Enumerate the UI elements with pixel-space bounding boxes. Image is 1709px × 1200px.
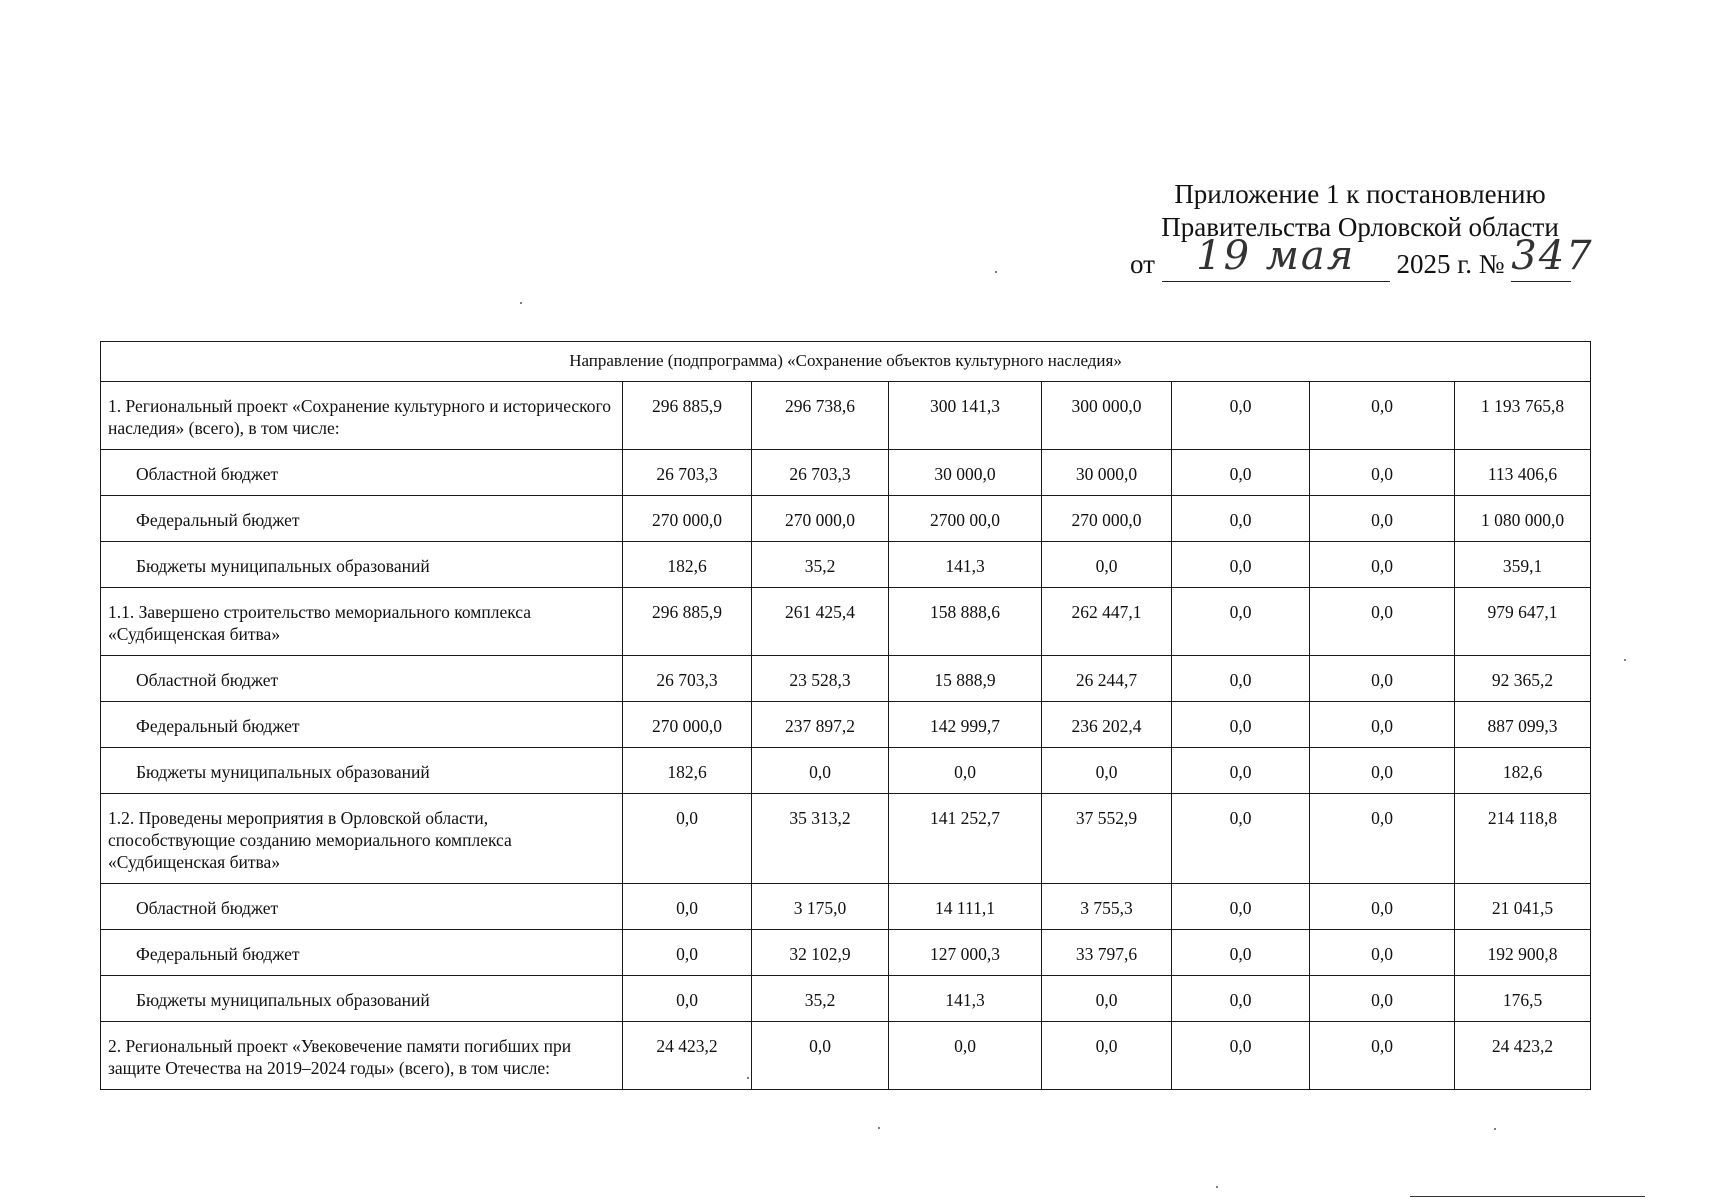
value-cell: 0,0	[1172, 450, 1310, 496]
value-cell: 30 000,0	[1042, 450, 1172, 496]
scan-speck	[1494, 1128, 1496, 1130]
value-cell: 0,0	[1310, 748, 1455, 794]
value-cell: 0,0	[1310, 884, 1455, 930]
project-row	[101, 382, 1591, 450]
row-label: Областной бюджет	[101, 656, 623, 702]
row-label: 1. Региональный проект «Сохранение культурного и исторического наследия» (всего), в том числе:	[101, 382, 623, 450]
value-cell: 0,0	[1042, 976, 1172, 1022]
value-cell: 0,0	[1172, 702, 1310, 748]
value-cell: 141,3	[889, 976, 1042, 1022]
value-cell: 0,0	[752, 748, 889, 794]
value-cell: 26 703,3	[623, 656, 752, 702]
value-cell: 887 099,3	[1455, 702, 1591, 748]
page-edge-line	[1410, 1196, 1645, 1197]
value-cell: 158 888,6	[889, 588, 1042, 656]
value-cell: 0,0	[1172, 1022, 1310, 1090]
value-cell: 15 888,9	[889, 656, 1042, 702]
value-cell: 0,0	[1310, 450, 1455, 496]
value-cell: 296 885,9	[623, 588, 752, 656]
value-cell: 0,0	[889, 1022, 1042, 1090]
value-cell: 0,0	[1172, 884, 1310, 930]
direction-row	[101, 342, 1591, 382]
budget-source-row	[101, 884, 1591, 930]
value-cell: 1 080 000,0	[1455, 496, 1591, 542]
budget-source-row	[101, 542, 1591, 588]
value-cell: 0,0	[1172, 588, 1310, 656]
project-row	[101, 1022, 1591, 1090]
value-cell: 270 000,0	[752, 496, 889, 542]
value-cell: 261 425,4	[752, 588, 889, 656]
value-cell: 0,0	[1042, 748, 1172, 794]
value-cell: 270 000,0	[623, 702, 752, 748]
value-cell: 0,0	[1172, 930, 1310, 976]
value-cell: 0,0	[1042, 542, 1172, 588]
value-cell: 37 552,9	[1042, 794, 1172, 884]
scan-speck	[878, 1127, 880, 1129]
value-cell: 0,0	[1172, 542, 1310, 588]
value-cell: 35,2	[752, 542, 889, 588]
value-cell: 127 000,3	[889, 930, 1042, 976]
value-cell: 182,6	[623, 748, 752, 794]
value-cell: 236 202,4	[1042, 702, 1172, 748]
number-blank	[1511, 233, 1594, 282]
value-cell: 2700 00,0	[889, 496, 1042, 542]
value-cell: 141 252,7	[889, 794, 1042, 884]
row-label: Областной бюджет	[101, 884, 623, 930]
value-cell: 300 141,3	[889, 382, 1042, 450]
scan-speck	[1624, 659, 1626, 661]
value-cell: 0,0	[1310, 542, 1455, 588]
value-cell: 113 406,6	[1455, 450, 1591, 496]
row-label: Федеральный бюджет	[101, 930, 623, 976]
value-cell: 0,0	[1310, 588, 1455, 656]
value-cell: 300 000,0	[1042, 382, 1172, 450]
value-cell: 141,3	[889, 542, 1042, 588]
value-cell: 35,2	[752, 976, 889, 1022]
value-cell: 35 313,2	[752, 794, 889, 884]
budget-source-row	[101, 748, 1591, 794]
value-cell: 14 111,1	[889, 884, 1042, 930]
scan-speck	[1216, 1186, 1218, 1188]
value-cell: 24 423,2	[623, 1022, 752, 1090]
row-label: 1.2. Проведены мероприятия в Орловской области, способствующие созданию мемориального комплекса «Судбищенская битва»	[101, 794, 623, 884]
value-cell: 0,0	[1172, 656, 1310, 702]
from-label: от	[1130, 249, 1155, 279]
row-label: Федеральный бюджет	[101, 496, 623, 542]
row-label: Бюджеты муниципальных образований	[101, 976, 623, 1022]
document-header	[1120, 178, 1600, 282]
row-label: Бюджеты муниципальных образований	[101, 542, 623, 588]
value-cell: 3 755,3	[1042, 884, 1172, 930]
value-cell: 0,0	[1172, 748, 1310, 794]
budget-source-row	[101, 656, 1591, 702]
row-label: 2. Региональный проект «Увековечение памяти погибших при защите Отечества на 2019–2024 годы» (всего), в том числе:	[101, 1022, 623, 1090]
budget-table	[100, 341, 1591, 1090]
scan-speck	[747, 1077, 749, 1079]
year-number-label: 2025 г. №	[1396, 249, 1505, 279]
budget-source-row	[101, 976, 1591, 1022]
value-cell: 0,0	[1310, 1022, 1455, 1090]
budget-source-row	[101, 930, 1591, 976]
value-cell: 270 000,0	[623, 496, 752, 542]
value-cell: 33 797,6	[1042, 930, 1172, 976]
value-cell: 0,0	[1172, 496, 1310, 542]
scan-speck	[520, 302, 522, 304]
value-cell: 30 000,0	[889, 450, 1042, 496]
value-cell: 0,0	[1172, 976, 1310, 1022]
value-cell: 182,6	[623, 542, 752, 588]
budget-source-row	[101, 702, 1591, 748]
handwritten-number: 347	[1511, 233, 1594, 279]
value-cell: 1 193 765,8	[1455, 382, 1591, 450]
value-cell: 23 528,3	[752, 656, 889, 702]
value-cell: 0,0	[623, 976, 752, 1022]
scan-speck	[995, 271, 997, 273]
handwritten-date: 19 мая	[1196, 233, 1356, 279]
row-label: Областной бюджет	[101, 450, 623, 496]
value-cell: 92 365,2	[1455, 656, 1591, 702]
value-cell: 142 999,7	[889, 702, 1042, 748]
value-cell: 0,0	[623, 884, 752, 930]
budget-source-row	[101, 450, 1591, 496]
value-cell: 296 885,9	[623, 382, 752, 450]
value-cell: 0,0	[1310, 382, 1455, 450]
value-cell: 0,0	[1310, 496, 1455, 542]
row-label: 1.1. Завершено строительство мемориального комплекса «Судбищенская битва»	[101, 588, 623, 656]
value-cell: 182,6	[1455, 748, 1591, 794]
project-row	[101, 794, 1591, 884]
value-cell: 26 703,3	[623, 450, 752, 496]
appendix-date-line	[1130, 233, 1600, 282]
value-cell: 0,0	[1310, 656, 1455, 702]
value-cell: 0,0	[1310, 930, 1455, 976]
project-row	[101, 588, 1591, 656]
value-cell: 32 102,9	[752, 930, 889, 976]
direction-title: Направление (подпрограмма) «Сохранение объектов культурного наследия»	[101, 342, 1591, 382]
value-cell: 214 118,8	[1455, 794, 1591, 884]
row-label: Федеральный бюджет	[101, 702, 623, 748]
budget-source-row	[101, 496, 1591, 542]
appendix-issuer: Правительства Орловской области	[1161, 212, 1559, 242]
value-cell: 0,0	[1310, 702, 1455, 748]
value-cell: 24 423,2	[1455, 1022, 1591, 1090]
value-cell: 0,0	[1172, 794, 1310, 884]
value-cell: 176,5	[1455, 976, 1591, 1022]
value-cell: 262 447,1	[1042, 588, 1172, 656]
value-cell: 0,0	[1172, 382, 1310, 450]
date-blank	[1162, 233, 1390, 282]
value-cell: 0,0	[623, 930, 752, 976]
value-cell: 270 000,0	[1042, 496, 1172, 542]
value-cell: 296 738,6	[752, 382, 889, 450]
value-cell: 0,0	[1042, 1022, 1172, 1090]
value-cell: 0,0	[752, 1022, 889, 1090]
value-cell: 0,0	[889, 748, 1042, 794]
value-cell: 979 647,1	[1455, 588, 1591, 656]
value-cell: 359,1	[1455, 542, 1591, 588]
table-body	[101, 342, 1591, 1090]
value-cell: 237 897,2	[752, 702, 889, 748]
value-cell: 0,0	[1310, 794, 1455, 884]
value-cell: 26 244,7	[1042, 656, 1172, 702]
value-cell: 26 703,3	[752, 450, 889, 496]
value-cell: 0,0	[623, 794, 752, 884]
value-cell: 0,0	[1310, 976, 1455, 1022]
value-cell: 192 900,8	[1455, 930, 1591, 976]
value-cell: 21 041,5	[1455, 884, 1591, 930]
row-label: Бюджеты муниципальных образований	[101, 748, 623, 794]
value-cell: 3 175,0	[752, 884, 889, 930]
appendix-title: Приложение 1 к постановлению	[1174, 179, 1546, 209]
